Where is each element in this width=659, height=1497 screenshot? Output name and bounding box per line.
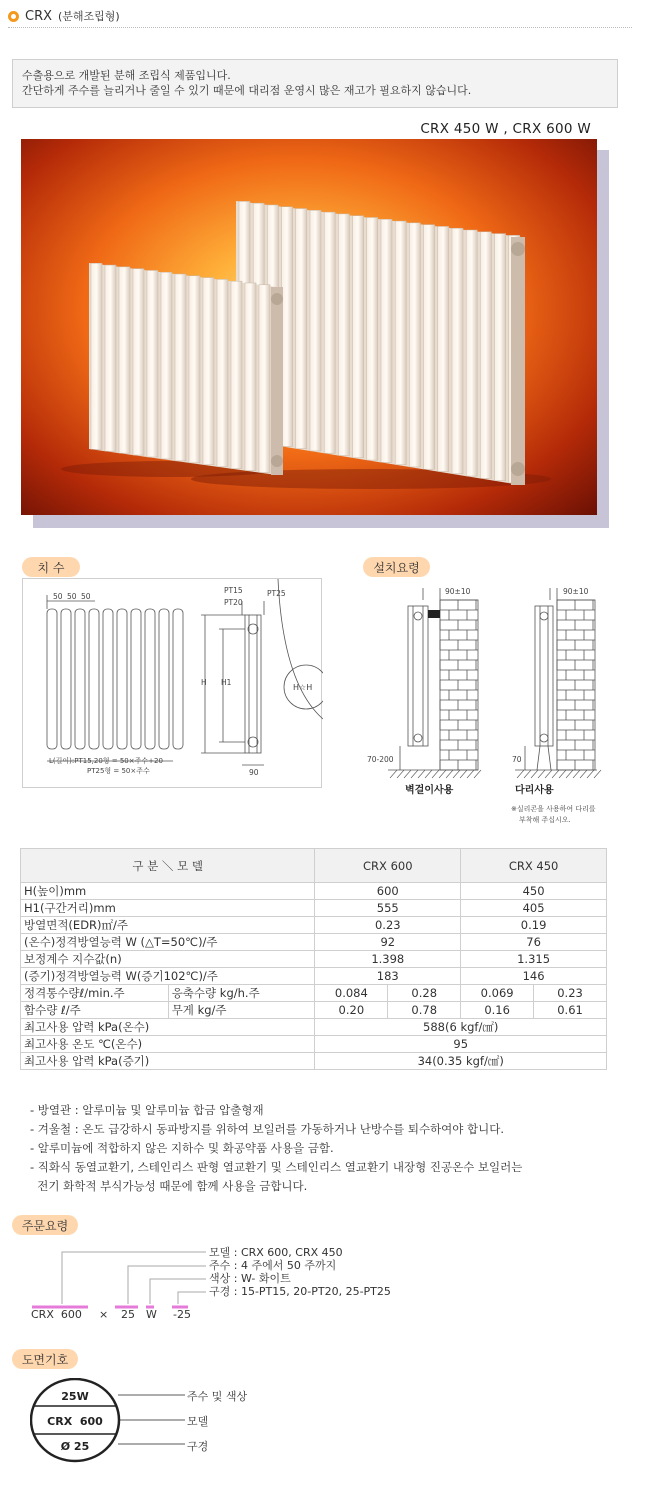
table-head-crx450: CRX 450	[461, 849, 607, 883]
table-row	[21, 883, 607, 900]
pt15-label: PT15	[224, 586, 243, 595]
installation-drawing	[365, 578, 625, 828]
section-tab-label: 치 수	[37, 560, 65, 575]
row-value: 405	[461, 900, 607, 917]
row-value: 183	[315, 968, 461, 985]
spacing-label-1: 50	[53, 592, 63, 601]
circle-bullet-icon	[8, 11, 19, 22]
install-note-2: 부착해 주십시오.	[519, 816, 571, 824]
row-label: 함수량 ℓ/주	[21, 1002, 169, 1019]
order-spec-text	[209, 1246, 391, 1298]
header-divider	[8, 27, 632, 28]
section-tab-installation	[363, 557, 430, 577]
row-value: 0.069	[461, 985, 534, 1002]
note-item: - 직화식 동열교환기, 스테인리스 판형 열교환기 및 스테인리스 열교환기 내장형 진공온수 보일러는	[30, 1160, 523, 1174]
row-value: 450	[461, 883, 607, 900]
order-diagram	[20, 1240, 220, 1310]
row-value: 588(6 kgf/㎠)	[315, 1019, 607, 1036]
row-value: 1.315	[461, 951, 607, 968]
page-header	[8, 6, 120, 26]
order-code-count: 25	[121, 1308, 135, 1321]
order-line-count: 주수 : 4 주에서 50 주까지	[209, 1259, 337, 1272]
row-value: 92	[315, 934, 461, 951]
row-label: 최고사용 온도 ℃(온수)	[21, 1036, 315, 1053]
row-label: 방열면적(EDR)㎡/주	[21, 917, 315, 934]
intro-box	[12, 59, 618, 108]
row-label: H1(구간거리)mm	[21, 900, 315, 917]
section-tab-label: 도면기호	[21, 1352, 69, 1367]
installation-svg	[365, 578, 625, 828]
row-value: 34(0.35 kgf/㎠)	[315, 1053, 607, 1070]
section-tab-label: 설치요령	[373, 560, 420, 575]
symbol-label-count-color: 주수 및 색상	[187, 1390, 248, 1403]
table-row	[21, 951, 607, 968]
row-value: 95	[315, 1036, 607, 1053]
order-code-size: -25	[173, 1308, 191, 1321]
length-formula-2: PT25형 = 50×주수	[87, 767, 150, 775]
table-row	[21, 934, 607, 951]
order-code-times: ×	[99, 1308, 109, 1321]
row-value: 0.61	[534, 1002, 607, 1019]
row-value: 0.20	[315, 1002, 388, 1019]
order-line-color: 색상 : W- 화이트	[209, 1272, 291, 1285]
note-item: - 방열관 : 알루미늄 및 알루미늄 합금 압출형재	[30, 1103, 264, 1117]
row-label: 보정계수 지수값(n)	[21, 951, 315, 968]
note-item: 전기 화학적 부식가능성 때문에 함께 사용을 금합니다.	[30, 1179, 308, 1193]
length-formula-1: L(길이):PT15,20형 = 50×주수+20	[49, 757, 163, 765]
row-label: 정격통수량ℓ/min.주	[21, 985, 169, 1002]
section-tab-dimensions	[22, 557, 80, 577]
row-value: 555	[315, 900, 461, 917]
logo-mark: H☆H	[293, 683, 313, 692]
note-item: - 겨울철 : 온도 급강하시 동파방지를 위하여 보일러를 가동하거나 난방수를 퇴수하여야 합니다.	[30, 1122, 505, 1136]
section-tab-order	[12, 1215, 78, 1235]
models-label: CRX 450 W , CRX 600 W	[420, 121, 591, 137]
table-row	[21, 1019, 607, 1036]
pt20-label: PT20	[224, 598, 243, 607]
row-value: 0.28	[388, 985, 461, 1002]
table-row	[21, 900, 607, 917]
spacing-label-3: 50	[81, 592, 91, 601]
spacing-label-2: 50	[67, 592, 77, 601]
symbol-size: Ø 25	[60, 1440, 90, 1453]
notes-list	[30, 1101, 630, 1196]
row-label: (온수)정격방열능력 W (△T=50℃)/주	[21, 934, 315, 951]
row-label: (증기)정격방열능력 W(증기102℃)/주	[21, 968, 315, 985]
h1-label: H1	[221, 678, 232, 687]
section-tab-symbol	[12, 1349, 78, 1369]
row-value: 1.398	[315, 951, 461, 968]
wall-mount-label: 벽걸이사용	[405, 785, 454, 796]
width-label: 90	[249, 768, 259, 777]
spec-table	[20, 848, 607, 1070]
stand-mount-label: 다리사용	[515, 785, 554, 796]
table-row	[21, 1036, 607, 1053]
order-line-size: 구경 : 15-PT15, 20-PT20, 25-PT25	[209, 1285, 391, 1298]
note-item: - 알루미늄에 적합하지 않은 지하수 및 화공약품 사용을 금함.	[30, 1141, 334, 1155]
product-photo	[21, 139, 597, 515]
table-row	[21, 1053, 607, 1070]
row-value: 0.16	[461, 1002, 534, 1019]
order-code-color: W	[146, 1308, 157, 1321]
row-value: 0.78	[388, 1002, 461, 1019]
row-label: 무게 kg/주	[168, 1002, 315, 1019]
h-label: H	[201, 678, 207, 687]
pt25-label: PT25	[267, 589, 286, 598]
row-value: 0.19	[461, 917, 607, 934]
row-value: 0.23	[315, 917, 461, 934]
intro-line-2: 간단하게 주수를 늘리거나 줄일 수 있기 때문에 대리점 운영시 많은 재고가 필요하지 않습니다.	[22, 84, 472, 97]
stand-dim-label: 90±10	[563, 587, 589, 596]
row-value: 76	[461, 934, 607, 951]
symbol-count-color: 25W	[61, 1390, 89, 1403]
row-label: 응축수량 kg/h.주	[168, 985, 315, 1002]
wall-height-label: 70-200	[367, 755, 394, 764]
table-header-row	[21, 849, 607, 883]
table-row	[21, 985, 607, 1002]
order-code-model: CRX 600	[31, 1308, 82, 1321]
table-row	[21, 968, 607, 985]
stand-height-label: 70	[512, 755, 522, 764]
symbol-label-size: 구경	[187, 1440, 209, 1453]
table-row	[21, 917, 607, 934]
page-subtitle: (분해조립형)	[58, 10, 120, 23]
small-radiator	[89, 263, 283, 475]
row-value: 0.084	[315, 985, 388, 1002]
table-head-category: 구 분 ＼ 모 델	[21, 849, 315, 883]
symbol-model: CRX 600	[47, 1415, 103, 1428]
section-tab-label: 주문요령	[21, 1218, 69, 1233]
dimension-svg	[23, 579, 323, 789]
row-value: 0.23	[534, 985, 607, 1002]
row-value: 600	[315, 883, 461, 900]
row-label: 최고사용 압력 kPa(증기)	[21, 1053, 315, 1070]
page-title: CRX	[25, 8, 53, 24]
install-note-1: ※실리콘을 사용하여 다리를	[511, 805, 596, 813]
intro-line-1: 수출용으로 개발된 분해 조립식 제품입니다.	[22, 69, 231, 82]
row-label: H(높이)mm	[21, 883, 315, 900]
wall-dim-label: 90±10	[445, 587, 471, 596]
table-head-crx600: CRX 600	[315, 849, 461, 883]
dimension-drawing	[22, 578, 322, 788]
order-line-model: 모델 : CRX 600, CRX 450	[209, 1246, 343, 1259]
table-row	[21, 1002, 607, 1019]
radiator-illustration	[21, 139, 597, 515]
row-value: 146	[461, 968, 607, 985]
symbol-label-model: 모델	[187, 1415, 209, 1428]
row-label: 최고사용 압력 kPa(온수)	[21, 1019, 315, 1036]
